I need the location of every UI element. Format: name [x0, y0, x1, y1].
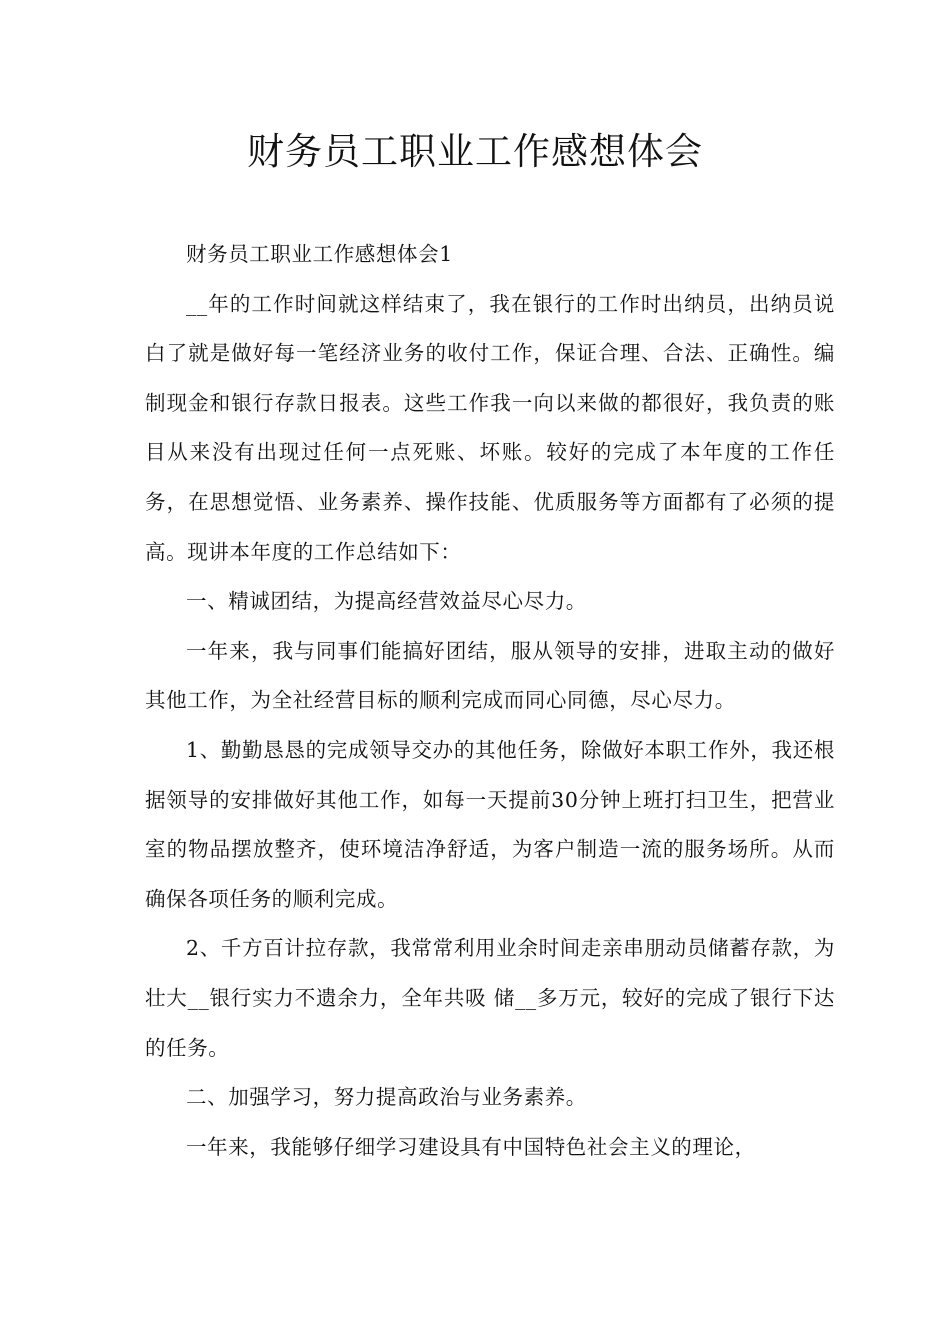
document-body	[145, 230, 835, 1172]
paragraph-unity: 一年来，我与同事们能搞好团结，服从领导的安排，进取主动的做好其他工作，为全社经营目标的顺利完成而同心同德，尽心尽力。	[145, 638, 835, 713]
document-title: 财务员工职业工作感想体会	[247, 130, 703, 173]
section-heading-unity: 一、精诚团结，为提高经营效益尽心尽力。	[186, 589, 587, 614]
paragraph-item-2: 2、千方百计拉存款，我常常利用业余时间走亲串朋动员储蓄存款，为壮大__银行实力不遗余力，全年共吸 储__多万元，较好的完成了银行下达的任务。	[145, 936, 835, 1060]
paragraph-item-1: 1、勤勤恳恳的完成领导交办的其他任务，除做好本职工作外，我还根据领导的安排做好其他工作，如每一天提前30分钟上班打扫卫生，把营业室的物品摆放整齐，使环境洁净舒适，为客户制造一流的服务场所。从而确保各项任务的顺利完成。	[145, 737, 835, 911]
section-heading-study: 二、加强学习，努力提高政治与业务素养。	[186, 1085, 587, 1110]
paragraph-study: 一年来，我能够仔细学习建设具有中国特色社会主义的理论，	[186, 1134, 756, 1159]
paragraph-intro: __年的工作时间就这样结束了，我在银行的工作时出纳员，出纳员说白了就是做好每一笔经济业务的收付工作，保证合理、合法、正确性。编制现金和银行存款日报表。这些工作我一向以来做的都很好，我负责的账目从来没有出现过任何一点死账、坏账。较好的完成了本年度的工作任务，在思想觉悟、业务素养、操作技能、优质服务等方面都有了必须的提高。现讲本年度的工作总结如下：	[145, 291, 835, 564]
section-heading-1: 财务员工职业工作感想体会1	[186, 242, 453, 266]
